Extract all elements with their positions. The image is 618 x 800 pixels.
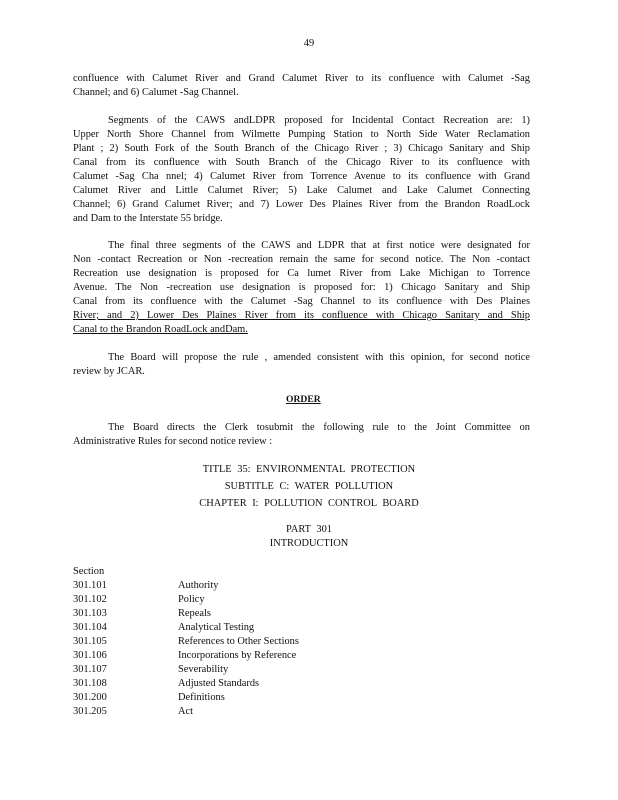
title-heading: TITLE 35: ENVIRONMENTAL PROTECTION — [202, 464, 416, 475]
text-line: Calumet River and Little Calumet River; 5) Lake Calumet and Lake Calumet Connecting — [73, 185, 530, 196]
text-line: Avenue. The Non -recreation use designation is proposed for: 1) Chicago Sanitary and Ship — [73, 282, 530, 293]
text-line: The Board directs the Clerk tosubmit the following rule to the Joint Committee on — [108, 422, 530, 433]
section-row — [73, 691, 373, 705]
paragraph-incidental-contact — [73, 114, 530, 226]
section-row — [73, 607, 373, 621]
section-number: 301.101 — [73, 580, 107, 591]
order-heading: ORDER — [286, 394, 321, 405]
section-row — [73, 663, 373, 677]
section-title: Policy — [178, 594, 205, 605]
text-line: Calumet -Sag Cha nnel; 4) Calumet River from Torrence Avenue to its confluence with Grand — [73, 171, 530, 182]
section-number: 301.103 — [73, 608, 107, 619]
paragraph-confluence — [73, 72, 530, 100]
text-line: Administrative Rules for second notice review : — [73, 436, 273, 447]
underlined-text-line: Canal to the Brandon RoadLock andDam. — [73, 324, 248, 335]
text-line: confluence with Calumet River and Grand Calumet River to its confluence with Calumet -Sag — [73, 73, 530, 84]
section-row — [73, 649, 373, 663]
section-number: 301.105 — [73, 636, 107, 647]
section-row — [73, 621, 373, 635]
paragraph-board-propose — [73, 351, 530, 379]
text-line: Channel; and 6) Calumet -Sag Channel. — [73, 87, 239, 98]
text-line: Plant ; 2) South Fork of the South Branch of the Chicago River ; 3) Chicago Sanitary and Ship — [73, 143, 530, 154]
section-title: Act — [178, 706, 194, 717]
section-title: Analytical Testing — [178, 622, 255, 633]
text-line: Recreation use designation is proposed for Ca lumet River from Lake Michigan to Torrence — [73, 268, 530, 279]
text-line: Segments of the CAWS andLDPR proposed for Incidental Contact Recreation are: 1) — [108, 115, 530, 126]
section-row — [73, 579, 373, 593]
section-title: Repeals — [178, 608, 211, 619]
underlined-text-line: River; and 2) Lower Des Plaines River from its confluence with Chicago Sanitary and Ship — [73, 310, 530, 321]
text-line: Non -contact Recreation or Non -recreation remain the same for second notice. The Non -contact — [73, 254, 530, 265]
page-number: 49 — [303, 38, 315, 49]
section-title: Adjusted Standards — [178, 678, 260, 689]
section-row — [73, 705, 373, 719]
section-number: 301.200 — [73, 692, 107, 703]
section-row — [73, 593, 373, 607]
part-heading: PART 301 — [286, 524, 332, 535]
text-line: and Dam to the Interstate 55 bridge. — [73, 213, 223, 224]
text-line: review by JCAR. — [73, 366, 145, 377]
section-number: 301.108 — [73, 678, 107, 689]
section-number: 301.107 — [73, 664, 107, 675]
text-line: The Board will propose the rule , amended consistent with this opinion, for second notice — [108, 352, 530, 363]
part-name-heading: INTRODUCTION — [269, 538, 349, 549]
chapter-heading: CHAPTER I: POLLUTION CONTROL BOARD — [199, 498, 419, 509]
section-number: 301.104 — [73, 622, 107, 633]
text-line: The final three segments of the CAWS and LDPR that at first notice were designated for — [108, 240, 530, 251]
subtitle-heading: SUBTITLE C: WATER POLLUTION — [224, 481, 394, 492]
text-line: Canal from its confluence with South Branch of the Chicago River to its confluence with — [73, 157, 530, 168]
paragraph-final-segments — [73, 239, 530, 337]
section-title: Authority — [178, 580, 219, 591]
section-title: References to Other Sections — [178, 636, 299, 647]
section-label: Section — [73, 566, 105, 577]
section-title: Definitions — [178, 692, 225, 703]
section-number: 301.106 — [73, 650, 107, 661]
section-title: Incorporations by Reference — [178, 650, 297, 661]
section-row — [73, 677, 373, 691]
paragraph-board-directs — [73, 421, 530, 449]
section-row — [73, 635, 373, 649]
section-number: 301.205 — [73, 706, 107, 717]
section-number: 301.102 — [73, 594, 107, 605]
section-title: Severability — [178, 664, 229, 675]
text-line: Channel; 6) Grand Calumet River; and 7) Lower Des Plaines River from the Brandon RoadLock — [73, 199, 530, 210]
text-line: Canal from its confluence with the Calumet -Sag Channel to its confluence with Des Plaines — [73, 296, 530, 307]
text-line: Upper North Shore Channel from Wilmette Pumping Station to North Side Water Reclamation — [73, 129, 530, 140]
section-list — [73, 579, 373, 719]
